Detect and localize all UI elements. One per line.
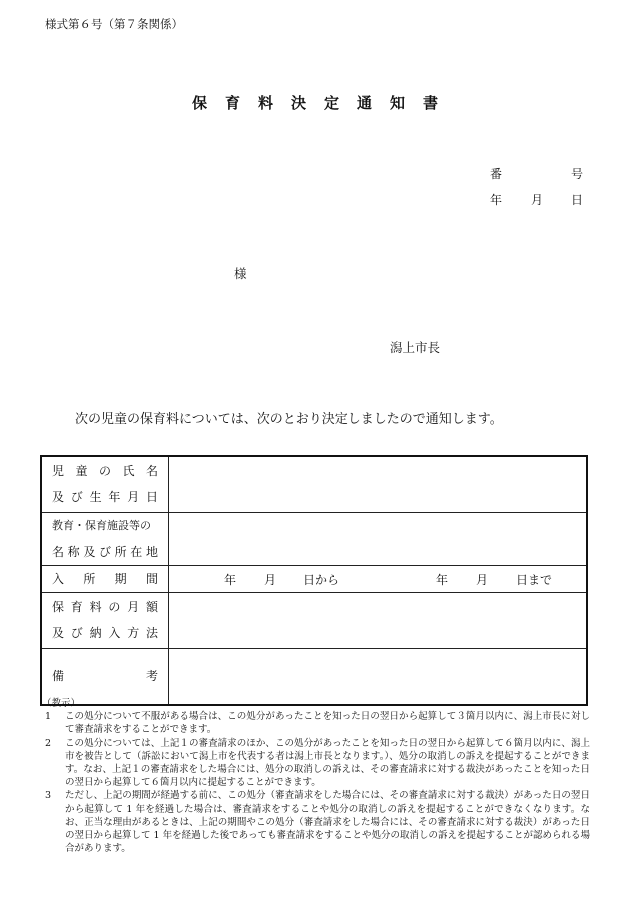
table-row — [41, 565, 587, 592]
term-from-day: 日から — [303, 572, 340, 587]
label-monthly-fee: 保 育 料 の 月 額 及 び 納 入 方 法 — [41, 592, 169, 648]
appeal-notice — [42, 697, 590, 855]
title-char: 知 — [390, 94, 406, 112]
notice-item: 1 この処分について不服がある場合は、この処分があったことを知った日の翌日から起算して３箇月以内に、潟上市長に対して審査請求をすることができます。 — [45, 711, 590, 736]
title-char: 育 — [224, 94, 240, 112]
term-to-month: 月 — [476, 572, 489, 587]
table-row — [41, 512, 587, 565]
title-char: 料 — [257, 94, 273, 112]
label-facility: 教育・保育施設等の 名 称 及 び 所 在 地 — [41, 512, 169, 565]
label-term: 入 所 期 間 — [41, 565, 169, 592]
term-to-year: 年 — [436, 572, 449, 587]
table-row — [41, 456, 587, 512]
value-child-name[interactable] — [169, 456, 588, 512]
value-monthly-fee[interactable] — [169, 592, 588, 648]
number-suffix: 号 — [571, 167, 584, 181]
term-to-day: 日まで — [516, 572, 553, 587]
notice-heading: （教示） — [42, 698, 81, 709]
title-char: 通 — [357, 94, 373, 112]
term-from-year: 年 — [224, 572, 237, 587]
number-label: 番 — [490, 167, 503, 181]
document-title — [0, 92, 630, 113]
date-month: 月 — [531, 193, 544, 207]
date-year: 年 — [490, 193, 503, 207]
title-char: 定 — [324, 94, 340, 112]
fee-table — [40, 455, 588, 706]
title-char: 書 — [423, 94, 439, 112]
table-row — [41, 592, 587, 648]
title-char: 決 — [290, 94, 306, 112]
issuer-name: 潟上市長 — [390, 340, 441, 355]
addressee-honorific: 様 — [234, 266, 247, 281]
lead-text: 次の児童の保育料については、次のとおり決定しましたので通知します。 — [75, 412, 503, 427]
value-term[interactable] — [169, 565, 588, 592]
notice-item: 2 この処分については、上記１の審査請求のほか、この処分があったことを知った日の翌日から起算して６箇月以内に、潟上市を被告として（訴訟において潟上市を代表する者は潟上市長となります。）、処分の取消しの訴えを提起することができます。なお、上記１の審査請求をした場合には、処分の取消しの訴えは、その審査請求に対する裁決があったことを知った日の翌日から起算して６箇月以内に提起することができます。 — [45, 737, 590, 789]
title-char: 保 — [191, 94, 207, 112]
label-remarks: 備 考 — [41, 648, 169, 705]
term-from-month: 月 — [264, 572, 277, 587]
label-child-name: 児 童 の 氏 名 及 び 生 年 月 日 — [41, 456, 169, 512]
value-facility[interactable] — [169, 512, 588, 565]
form-number: 様式第６号（第７条関係） — [45, 17, 183, 31]
notice-item: 3 ただし、上記の期間が経過する前に、この処分（審査請求をした場合には、その審査請求に対する裁決）があった日の翌日から起算して 1 年を経過した場合は、審査請求をすることや処分の取消しの訴えを提起することができなくなります。なお、正当な理由があるときは、上記の期間やこの処分（審査請求をした場合には、その審査請求に対する裁決）があった日の翌日から起算して 1 年を経過した後であっても審査請求をすることや処分の取消しの訴えを提起することが認められる場合があります。 — [45, 790, 590, 855]
date-day: 日 — [571, 193, 584, 207]
